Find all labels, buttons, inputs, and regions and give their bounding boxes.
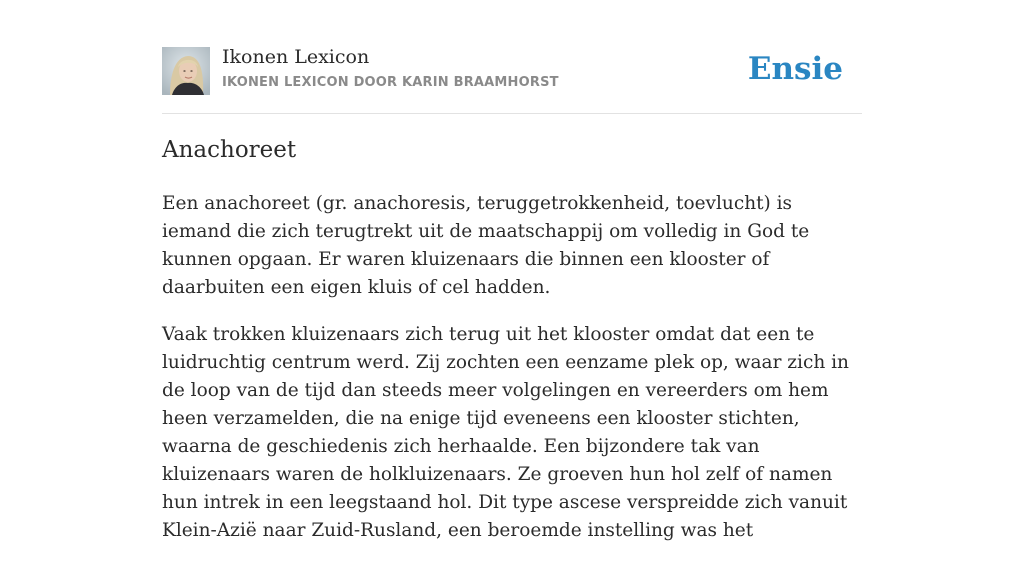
article-body — [162, 190, 867, 564]
article-title: Anachoreet — [162, 137, 297, 163]
brand-logo[interactable]: Ensie — [747, 51, 843, 87]
article-paragraph: Een anachoreet (gr. anachoresis, teruggetrokkenheid, toevlucht) is iemand die zich terugtrekt uit de maatschappij om volledig in God te kunnen opgaan. Er waren kluizenaars die binnen een klooster of daarbuiten een eigen kluis of cel hadden. — [162, 193, 810, 298]
author-name[interactable]: Ikonen Lexicon — [222, 46, 370, 68]
page-container — [162, 0, 862, 541]
author-avatar[interactable] — [162, 47, 210, 95]
header — [162, 0, 862, 114]
author-subtitle: IKONEN LEXICON DOOR KARIN BRAAMHORST — [222, 75, 559, 90]
article-paragraph: Vaak trokken kluizenaars zich terug uit het klooster omdat dat een te luidruchtig centrum werd. Zij zochten een eenzame plek op, waar zich in de loop van de tijd dan steeds meer volgelingen en vereerders om hem heen verzamelden, die na enige tijd eveneens een klooster stichten, waarna de geschiedenis zich herhaalde. Een bijzondere tak van kluizenaars waren de holkluizenaars. Ze groeven hun hol zelf of namen hun intrek in een leegstaand hol. Dit type ascese verspreidde zich vanuit Klein-Azië naar Zuid-Rusland, een beroemde instelling was het — [162, 324, 849, 541]
author-portrait-icon — [162, 47, 210, 95]
